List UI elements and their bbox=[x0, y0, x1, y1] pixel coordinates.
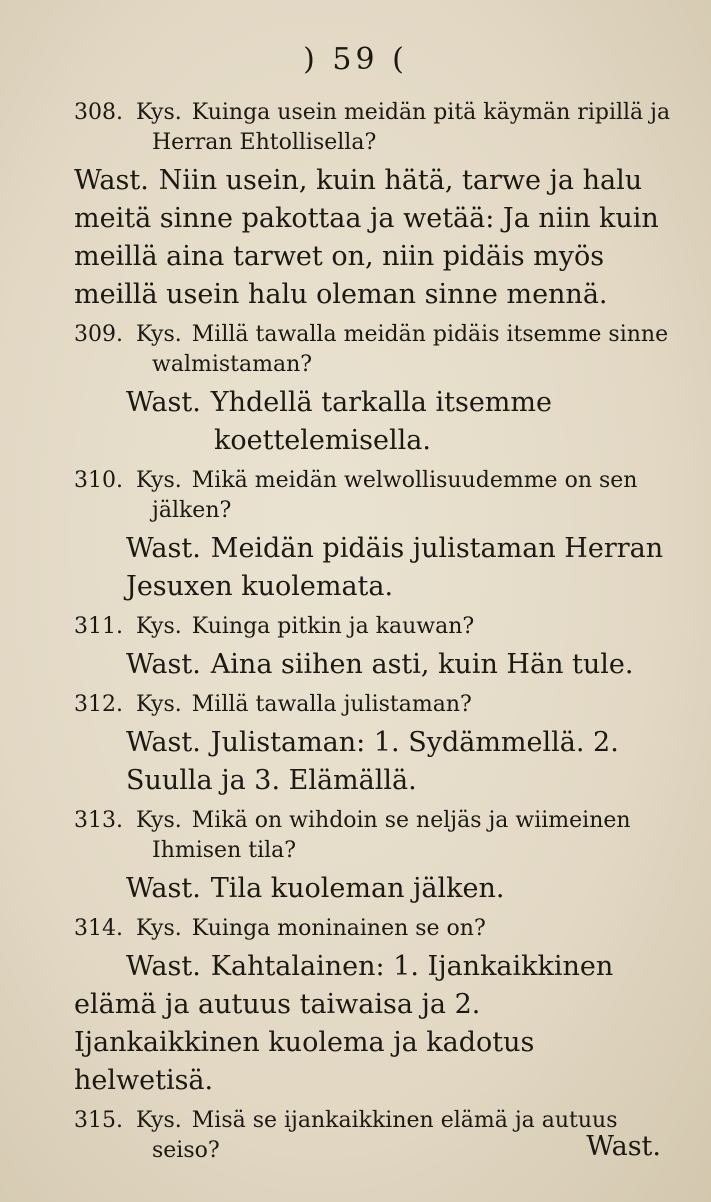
question-label: Kys. bbox=[136, 614, 182, 639]
answer-text: Niin usein, kuin hätä, tarwe ja halu meitä sinne pakottaa ja wetää: Ja niin kuin meillä aina tarwet on, niin pidäis myös meillä usein halu oleman sinne mennä. bbox=[74, 165, 659, 310]
question-number: 312. bbox=[74, 692, 123, 717]
question-number: 308. bbox=[74, 100, 123, 125]
question-text: Mikä meidän welwollisuudemme on sen jälken? bbox=[152, 468, 638, 523]
question-number: 310. bbox=[74, 468, 123, 493]
question-number: 309. bbox=[74, 322, 123, 347]
question-text: Mikä on wihdoin se neljäs ja wiimeinen Ihmisen tila? bbox=[152, 808, 631, 863]
question-309 bbox=[74, 320, 674, 380]
question-label: Kys. bbox=[136, 322, 182, 347]
question-label: Kys. bbox=[136, 100, 182, 125]
question-label: Kys. bbox=[136, 692, 182, 717]
question-315 bbox=[74, 1106, 674, 1166]
answer-308 bbox=[74, 162, 674, 314]
question-text: Kuinga pitkin ja kauwan? bbox=[191, 614, 475, 639]
question-text: Kuinga usein meidän pitä käymän ripillä ja Herran Ehtollisella? bbox=[152, 100, 671, 155]
answer-313 bbox=[74, 870, 674, 908]
question-label: Kys. bbox=[136, 468, 182, 493]
question-number: 313. bbox=[74, 808, 123, 833]
question-number: 315. bbox=[74, 1108, 123, 1133]
question-312 bbox=[74, 690, 674, 720]
question-number: 314. bbox=[74, 916, 123, 941]
question-310 bbox=[74, 466, 674, 526]
answer-label: Wast. bbox=[74, 165, 149, 196]
answer-label: Wast. bbox=[126, 951, 201, 982]
page-number: ) 59 ( bbox=[303, 42, 408, 77]
answer-311 bbox=[74, 646, 674, 684]
catechism-text bbox=[74, 92, 674, 1166]
question-308 bbox=[74, 98, 674, 158]
answer-312 bbox=[74, 724, 674, 800]
answer-text: Tila kuoleman jälken. bbox=[210, 873, 505, 904]
answer-314 bbox=[74, 948, 674, 1100]
answer-text: Meidän pidäis julistaman Herran Jesuxen kuolemata. bbox=[126, 533, 664, 602]
question-label: Kys. bbox=[136, 808, 182, 833]
answer-label: Wast. bbox=[126, 387, 201, 418]
answer-text: Julistaman: 1. Sydämmellä. 2. Suulla ja 3. Elämällä. bbox=[126, 727, 619, 796]
question-text: Millä tawalla meidän pidäis itsemme sinne walmistaman? bbox=[152, 322, 669, 377]
answer-text: Kahtalainen: 1. Ijankaikkinen elämä ja autuus taiwaisa ja 2. Ijankaikkinen kuolema ja kadotus helwetisä. bbox=[74, 951, 614, 1096]
question-313 bbox=[74, 806, 674, 866]
answer-text: Yhdellä tarkalla itsemme koettelemisella. bbox=[210, 387, 552, 456]
catchword: Wast. bbox=[586, 1131, 661, 1162]
question-number: 311. bbox=[74, 614, 123, 639]
question-label: Kys. bbox=[136, 1108, 182, 1133]
question-text: Misä se ijankaikkinen elämä ja autuus seiso? bbox=[152, 1108, 618, 1163]
answer-label: Wast. bbox=[126, 649, 201, 680]
question-label: Kys. bbox=[136, 916, 182, 941]
answer-label: Wast. bbox=[126, 533, 201, 564]
answer-label: Wast. bbox=[126, 727, 201, 758]
answer-310 bbox=[74, 530, 674, 606]
question-311 bbox=[74, 612, 674, 642]
answer-label: Wast. bbox=[126, 873, 201, 904]
question-text: Kuinga moninainen se on? bbox=[191, 916, 486, 941]
question-text: Millä tawalla julistaman? bbox=[191, 692, 472, 717]
answer-text: Aina siihen asti, kuin Hän tule. bbox=[210, 649, 634, 680]
question-314 bbox=[74, 914, 674, 944]
answer-309 bbox=[74, 384, 674, 460]
